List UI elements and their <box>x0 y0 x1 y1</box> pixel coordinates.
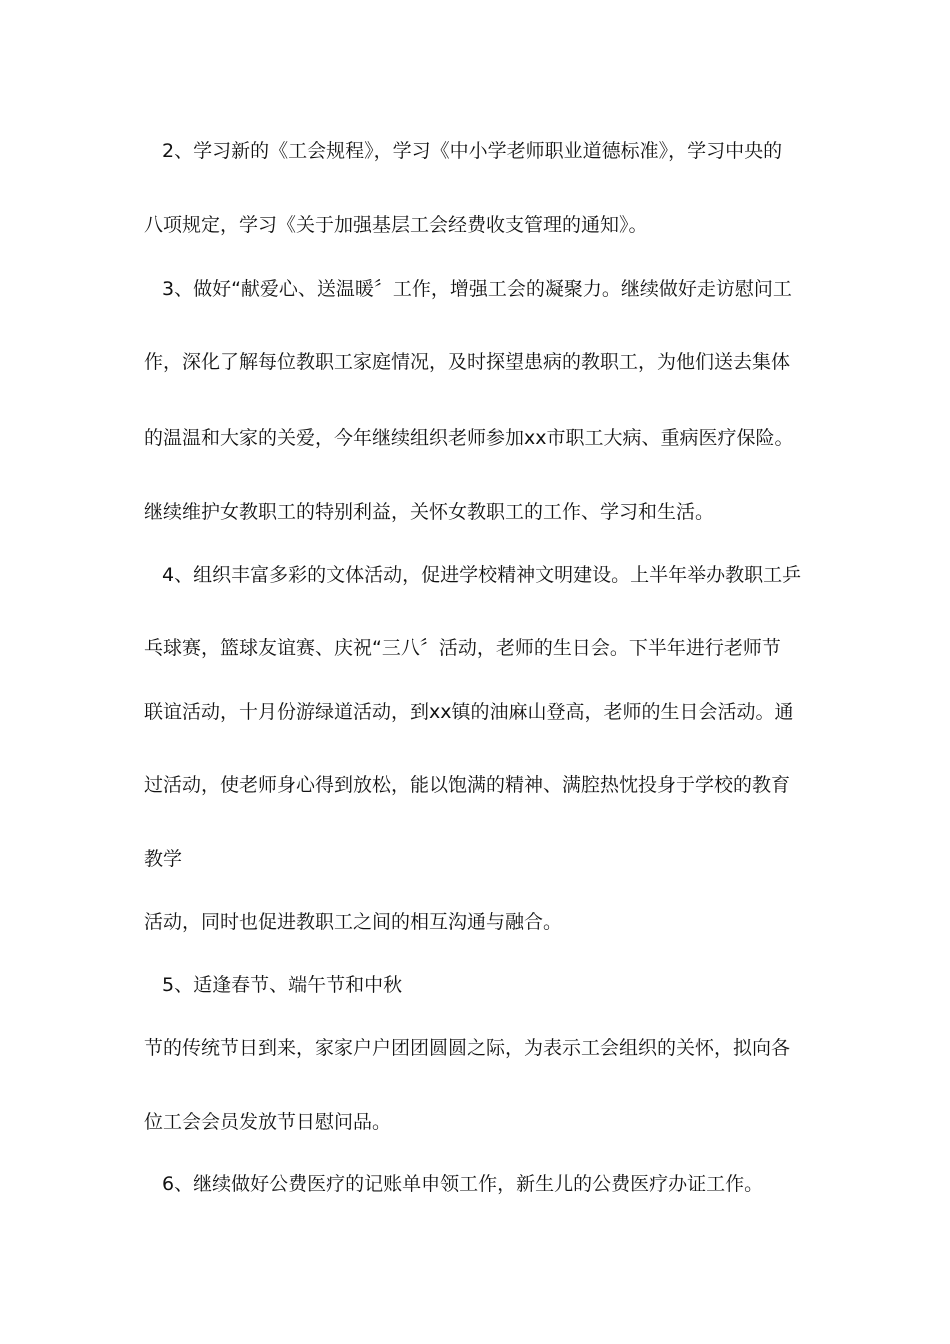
paragraph-4-line-5: 教学 <box>144 848 183 870</box>
paragraph-3-line-3: 的温温和大家的关爱，今年继续组织老师参加xx市职工大病、重病医疗保险。 <box>144 427 794 449</box>
paragraph-3-line-2: 作，深化了解每位教职工家庭情况，及时探望患病的教职工，为他们送去集体 <box>144 351 791 373</box>
paragraph-3-line-1: 3、做好“献爱心、送温暖〞工作，增强工会的凝聚力。继续做好走访慰问工 <box>162 278 792 300</box>
paragraph-5-line-3: 位工会会员发放节日慰问品。 <box>144 1111 392 1133</box>
paragraph-5-line-2: 节的传统节日到来，家家户户团团圆圆之际，为表示工会组织的关怀，拟向各 <box>144 1037 791 1059</box>
paragraph-6-line-1: 6、继续做好公费医疗的记账单申领工作，新生儿的公费医疗办证工作。 <box>162 1173 764 1195</box>
paragraph-4-line-1: 4、组织丰富多彩的文体活动，促进学校精神文明建设。上半年举办教职工乒 <box>162 564 802 586</box>
paragraph-2-line-2: 八项规定，学习《关于加强基层工会经费收支管理的通知》。 <box>144 214 648 236</box>
paragraph-4-line-2: 乓球赛，篮球友谊赛、庆祝“三八〞活动，老师的生日会。下半年进行老师节 <box>144 637 781 659</box>
paragraph-4-line-4: 过活动，使老师身心得到放松，能以饱满的精神、满腔热忱投身于学校的教育 <box>144 774 791 796</box>
paragraph-4-line-3: 联谊活动，十月份游绿道活动，到xx镇的油麻山登高，老师的生日会活动。通 <box>144 701 794 723</box>
paragraph-2-line-1: 2、学习新的《工会规程》，学习《中小学老师职业道德标准》，学习中央的 <box>162 140 783 162</box>
paragraph-3-line-4: 继续维护女教职工的特别利益，关怀女教职工的工作、学习和生活。 <box>144 501 715 523</box>
paragraph-5-line-1: 5、适逢春节、端午节和中秋 <box>162 974 403 996</box>
paragraph-4-line-6: 活动，同时也促进教职工之间的相互沟通与融合。 <box>144 911 563 933</box>
